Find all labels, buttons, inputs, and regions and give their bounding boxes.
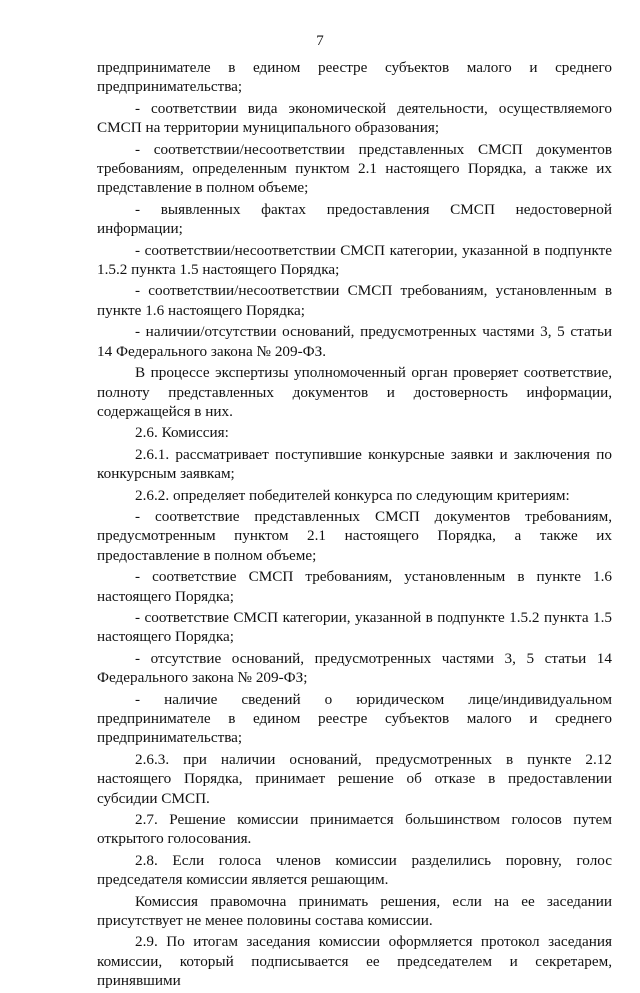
paragraph: 2.8. Если голоса членов комиссии разделились поровну, голос председателя комиссии является решающим.: [97, 851, 612, 889]
paragraph: В процессе экспертизы уполномоченный орган проверяет соответствие, полноту представленных документов и достоверность информации, содержащейся в них.: [97, 364, 612, 420]
paragraph: предпринимателе в едином реестре субъектов малого и среднего предпринимательства;: [97, 59, 612, 96]
paragraph: - соответствии/несоответствии СМСП категории, указанной в подпункте 1.5.2 пункта 1.5 настоящего Порядка;: [97, 241, 612, 279]
paragraph: - соответствие представленных СМСП документов требованиям, предусмотренным пунктом 2.1 настоящего Порядка, а также их предоставление в полном объеме;: [97, 507, 612, 564]
paragraph: 2.6.1. рассматривает поступившие конкурсные заявки и заключения по конкурсным заявкам;: [97, 445, 612, 483]
paragraph: - наличии/отсутствии оснований, предусмотренных частями 3, 5 статьи 14 Федерального закона № 209-ФЗ.: [97, 323, 612, 360]
paragraph: 2.7. Решение комиссии принимается большинством голосов путем открытого голосования.: [97, 811, 612, 848]
paragraph: 2.9. По итогам заседания комиссии оформляется протокол заседания комиссии, который подписывается ее председателем и секретарем, принявшими: [97, 933, 612, 990]
paragraph: - отсутствие оснований, предусмотренных частями 3, 5 статьи 14 Федерального закона № 209-ФЗ;: [97, 649, 612, 687]
paragraph: - соответствие СМСП категории, указанной в подпункте 1.5.2 пункта 1.5 настоящего Порядка;: [97, 608, 612, 646]
paragraph: - соответствии/несоответствии представленных СМСП документов требованиям, определенным пунктом 2.1 настоящего Порядка, а также их представление в полном объеме;: [97, 140, 612, 197]
paragraph: - выявленных фактах предоставления СМСП недостоверной информации;: [97, 200, 612, 238]
page-number: 7: [316, 33, 324, 49]
document-body: [97, 58, 612, 993]
paragraph: 2.6.3. при наличии оснований, предусмотренных в пункте 2.12 настоящего Порядка, принимает решение об отказе в предоставлении субсидии СМСП.: [97, 750, 612, 807]
paragraph: Комиссия правомочна принимать решения, если на ее заседании присутствует не менее половины состава комиссии.: [97, 892, 612, 930]
paragraph: - наличие сведений о юридическом лице/индивидуальном предпринимателе в едином реестре субъектов малого и среднего предпринимательства;: [97, 690, 612, 747]
paragraph: - соответствие СМСП требованиям, установленным в пункте 1.6 настоящего Порядка;: [97, 568, 612, 605]
paragraph: 2.6. Комиссия:: [135, 424, 229, 442]
paragraph: 2.6.2. определяет победителей конкурса по следующим критериям:: [135, 486, 570, 504]
paragraph: - соответствии вида экономической деятельности, осуществляемого СМСП на территории муниципального образования;: [97, 99, 612, 137]
paragraph: - соответствии/несоответствии СМСП требованиям, установленным в пункте 1.6 настоящего Порядка;: [97, 282, 612, 319]
